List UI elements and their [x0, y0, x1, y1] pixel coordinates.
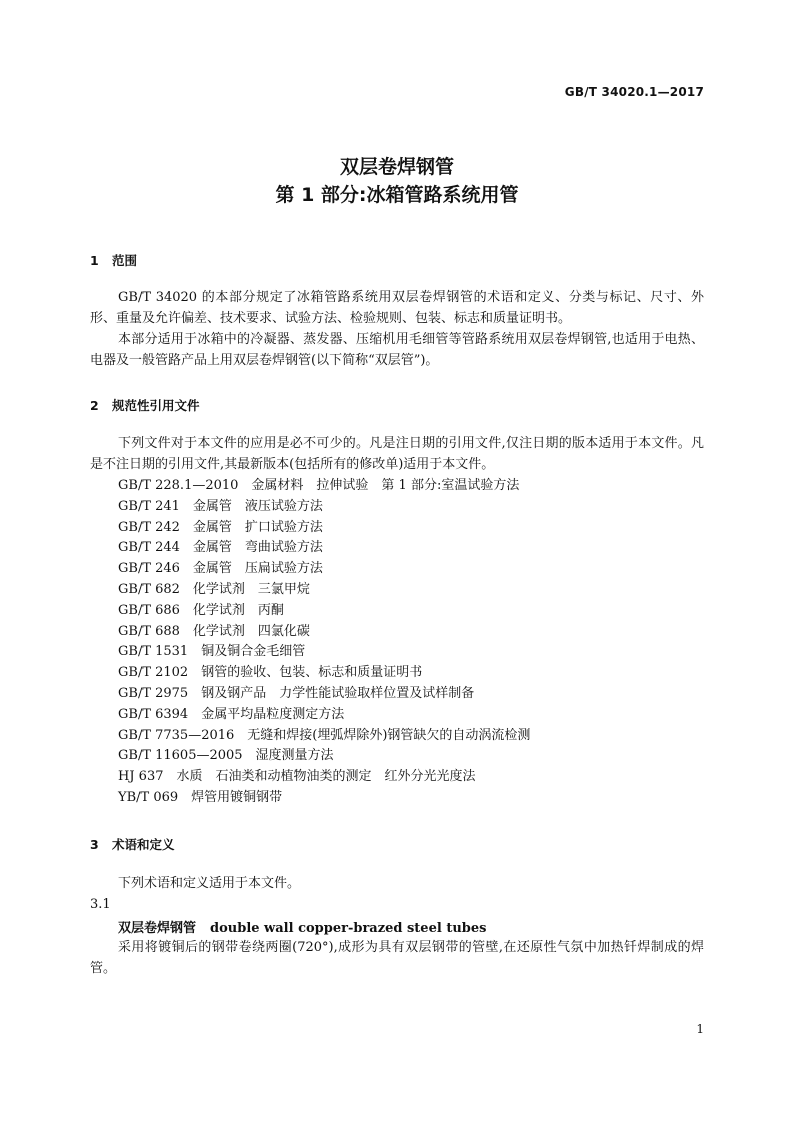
- reference-item: GB/T 682 化学试剂 三氯甲烷: [118, 581, 310, 597]
- reference-item: GB/T 2975 钢及钢产品 力学性能试验取样位置及试样制备: [118, 685, 475, 701]
- reference-item: GB/T 246 金属管 压扁试验方法: [118, 561, 323, 577]
- terms-intro: 下列术语和定义适用于本文件。: [118, 876, 301, 891]
- reference-item: GB/T 686 化学试剂 丙酮: [118, 602, 284, 618]
- reference-item: GB/T 244 金属管 弯曲试验方法: [118, 540, 323, 556]
- reference-item: GB/T 242 金属管 扩口试验方法: [118, 519, 323, 535]
- reference-item: GB/T 11605—2005 湿度测量方法: [118, 748, 334, 764]
- reference-list: [118, 476, 530, 809]
- term-english: double wall copper-brazed steel tubes: [210, 921, 487, 936]
- reference-item: GB/T 7735—2016 无缝和焊接(埋弧焊除外)钢管缺欠的自动涡流检测: [118, 727, 531, 743]
- section-number: 2: [90, 398, 99, 413]
- section-title: 术语和定义: [112, 837, 175, 852]
- section-title: 范围: [112, 253, 138, 268]
- reference-item: GB/T 1531 铜及铜合金毛细管: [118, 644, 306, 660]
- document-subtitle: 第 1 部分:冰箱管路系统用管: [275, 184, 519, 206]
- term-definition: 采用将镀铜后的钢带卷绕两圈(720°),成形为具有双层钢带的管壁,在还原性气氛中加热钎焊制成的焊管。: [90, 940, 704, 976]
- section-heading-normative: [90, 396, 200, 414]
- reference-item: YB/T 069 焊管用镀铜钢带: [118, 789, 283, 805]
- section-heading-scope: [90, 251, 137, 269]
- normative-intro: 下列文件对于本文件的应用是必不可少的。凡是注日期的引用文件,仅注日期的版本适用于本文件。凡是不注日期的引用文件,其最新版本(包括所有的修改单)适用于本文件。: [90, 436, 704, 472]
- term-number: 3.1: [90, 897, 111, 912]
- reference-item: GB/T 228.1—2010 金属材料 拉伸试验 第 1 部分:室温试验方法: [118, 478, 520, 493]
- standard-code: GB/T 34020.1—2017: [564, 85, 704, 99]
- section-number: 1: [90, 253, 99, 268]
- reference-item: GB/T 241 金属管 液压试验方法: [118, 498, 323, 514]
- document-title: 双层卷焊钢管: [339, 156, 454, 178]
- section-title: 规范性引用文件: [112, 398, 200, 413]
- reference-item: GB/T 688 化学试剂 四氯化碳: [118, 623, 310, 639]
- reference-item: GB/T 6394 金属平均晶粒度测定方法: [118, 706, 345, 722]
- scope-paragraph-2: 本部分适用于冰箱中的冷凝器、蒸发器、压缩机用毛细管等管路系统用双层卷焊钢管,也适用于电热、电器及一般管路产品上用双层卷焊钢管(以下简称“双层管”)。: [90, 332, 704, 368]
- reference-item: GB/T 2102 钢管的验收、包装、标志和质量证明书: [118, 665, 423, 681]
- page-number: 1: [696, 1022, 704, 1036]
- reference-item: HJ 637 水质 石油类和动植物油类的测定 红外分光光度法: [118, 769, 476, 785]
- term-entry: [118, 917, 486, 936]
- section-heading-terms: [90, 835, 175, 853]
- term-chinese: 双层卷焊钢管: [118, 921, 197, 936]
- scope-paragraph-1: GB/T 34020 的本部分规定了冰箱管路系统用双层卷焊钢管的术语和定义、分类与标记、尺寸、外形、重量及允许偏差、技术要求、试验方法、检验规则、包装、标志和质量证明书。: [90, 290, 704, 326]
- section-number: 3: [90, 837, 99, 852]
